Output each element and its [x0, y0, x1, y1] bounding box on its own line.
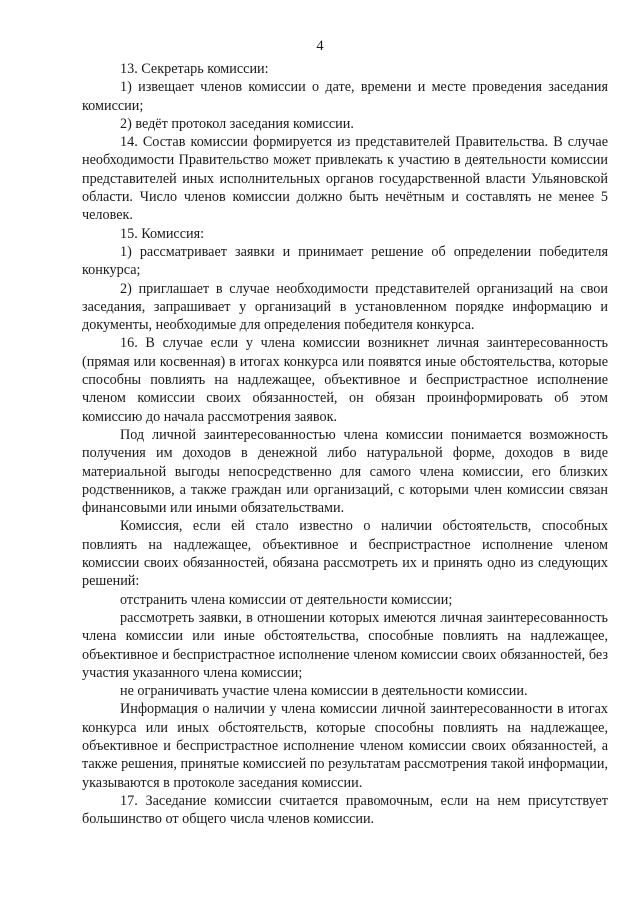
paragraph-15-item-2: 2) приглашает в случае необходимости представителей организаций на свои заседания, запрашивает у организаций в установленном порядке информацию и документы, необходимые для определения победителя конкурса.	[82, 280, 608, 334]
document-body	[82, 60, 608, 828]
paragraph-16-protocol: Информация о наличии у члена комиссии личной заинтересованности в итогах конкурса или иных обстоятельств, которые способны повлиять на надлежащее, объективное и беспристрастное исполнение членом комиссии своих обязанностей, а также решения, принятые комиссией по результатам рассмотрения такой информации, указываются в протоколе заседания комиссии.	[82, 701, 608, 791]
paragraph-13-item-1: 1) извещает членов комиссии о дате, времени и месте проведения заседания комиссии;	[82, 79, 608, 114]
paragraph-16-interest-definition: Под личной заинтересованностью члена комиссии понимается возможность получения им доходов в денежной либо натуральной форме, доходов в виде материальной выгоды непосредственно для самого члена комиссии, его близких родственников, а также граждан или организаций, с которыми член комиссии связан финансовыми или иными обязательствами.	[82, 426, 608, 517]
page-number: 4	[316, 38, 324, 54]
paragraph-17: 17. Заседание комиссии считается правомочным, если на нем присутствует большинство от общего числа членов комиссии.	[82, 792, 608, 828]
decision-option-2: рассмотреть заявки, в отношении которых имеются личная заинтересованность члена комиссии или иные обстоятельства, способные повлиять на надлежащее, объективное и беспристрастное исполнение членом комиссии своих обязанностей, без участия указанного члена комиссии;	[82, 609, 608, 681]
paragraph-16-commission-decisions: Комиссия, если ей стало известно о наличии обстоятельств, способных повлиять на надлежащее, объективное и беспристрастное исполнение членом комиссии своих обязанностей, обязана рассмотреть их и принять одно из следующих решений:	[82, 518, 608, 590]
paragraph-14: 14. Состав комиссии формируется из представителей Правительства. В случае необходимости Правительство может привлекать к участию в деятельности комиссии представителей иных исполнительных органов государственной власти Ульяновской области. Число членов комиссии должно быть нечётным и составлять не менее 5 человек.	[82, 134, 608, 224]
decision-option-3: не ограничивать участие члена комиссии в деятельности комиссии.	[120, 683, 528, 700]
paragraph-15-title: 15. Комиссия:	[120, 225, 205, 242]
paragraph-15-item-1: 1) рассматривает заявки и принимает решение об определении победителя конкурса;	[82, 243, 608, 279]
paragraph-13-title: 13. Секретарь комиссии:	[120, 61, 269, 77]
decision-option-1: отстранить члена комиссии от деятельности комиссии;	[120, 591, 453, 608]
paragraph-16: 16. В случае если у члена комиссии возникнет личная заинтересованность (прямая или косвенная) в итогах конкурса или появятся иные обстоятельства, которые способны повлиять на надлежащее, объективное и беспристрастное исполнение членом комиссии своих обязанностей, он обязан проинформировать об этом комиссию до начала рассмотрения заявок.	[82, 335, 608, 425]
paragraph-13-item-2: 2) ведёт протокол заседания комиссии.	[120, 115, 354, 132]
